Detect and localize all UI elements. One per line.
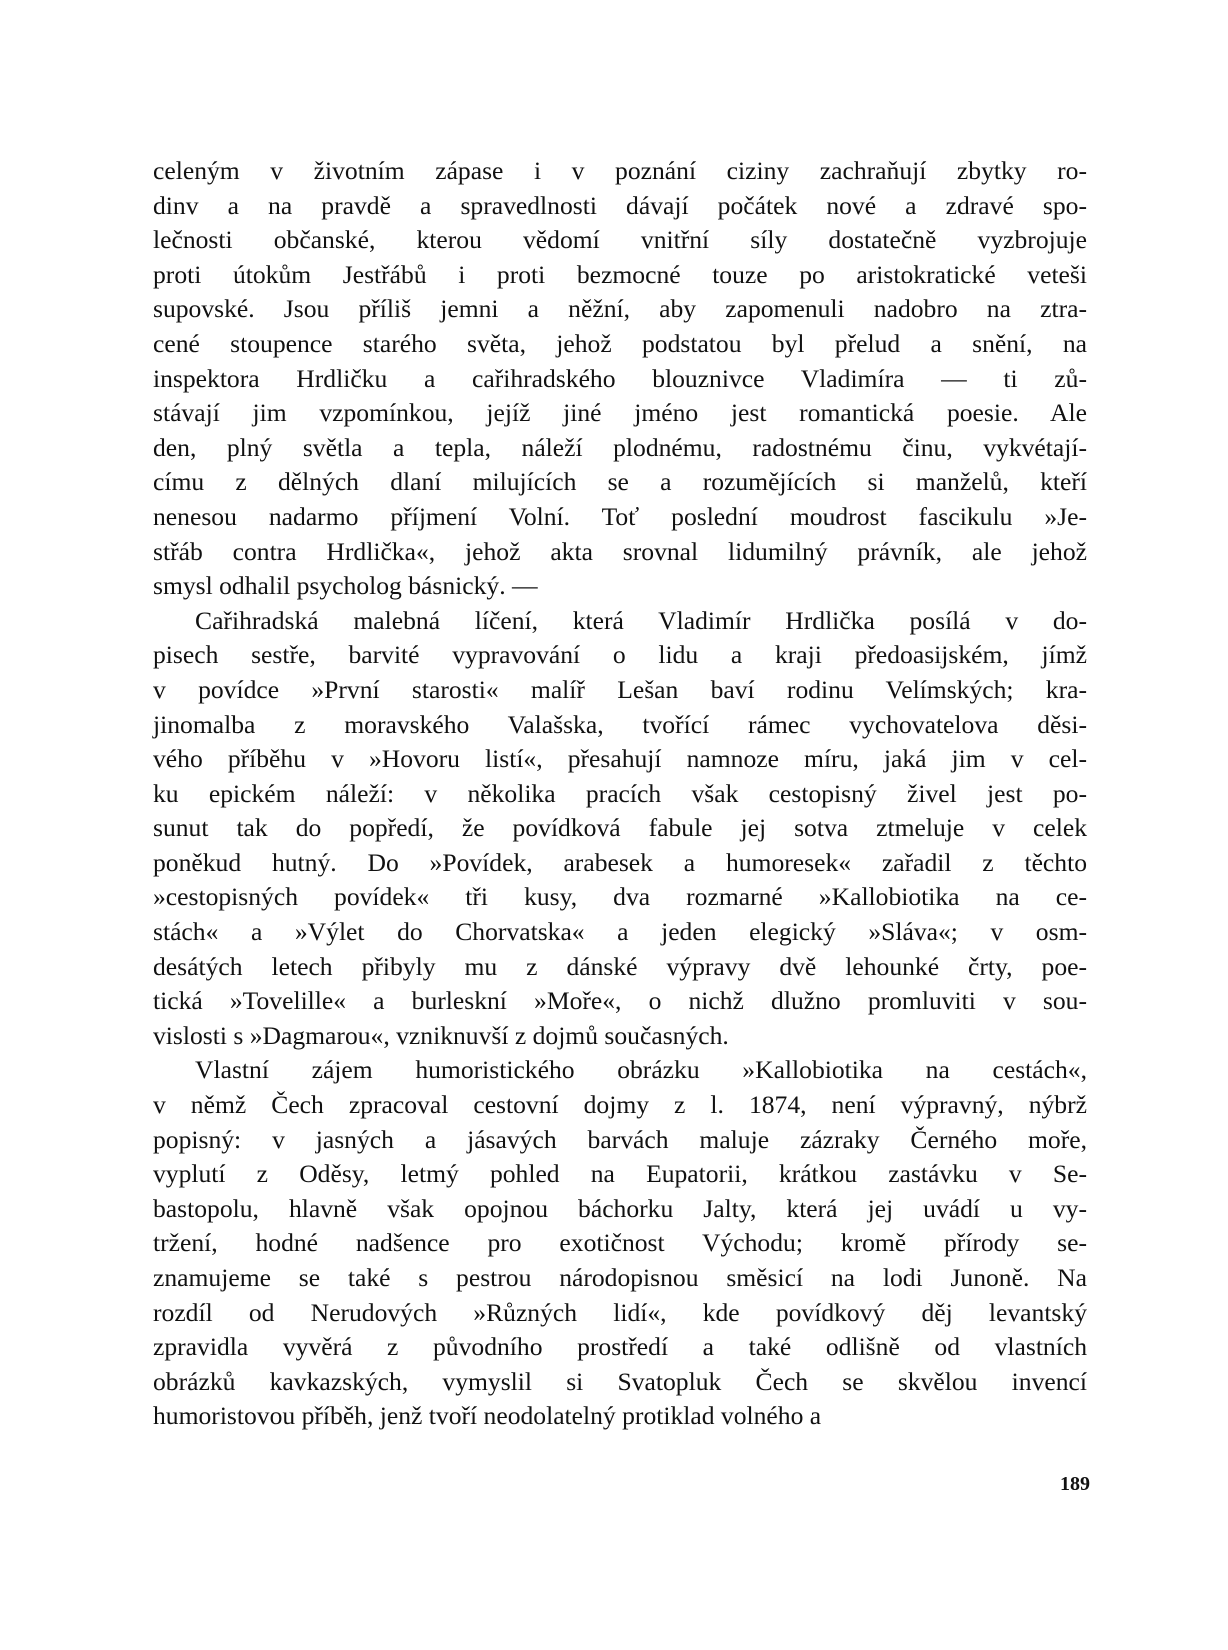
text-line: jinomalba z moravského Valašska, tvořící rámec vychovatelova děsi-	[153, 709, 1087, 739]
text-line: bastopolu, hlavně však opojnou báchorku Jalty, která jej uvádí u vy-	[153, 1193, 1087, 1223]
text-line: Vlastní zájem humoristického obrázku »Kallobiotika na cestách«,	[195, 1055, 1087, 1085]
text-line: Cařihradská malebná líčení, která Vladimír Hrdlička posílá v do-	[195, 605, 1087, 635]
text-line: vyplutí z Oděsy, letmý pohled na Eupatorii, krátkou zastávku v Se-	[153, 1159, 1087, 1189]
text-line: střáb contra Hrdlička«, jehož akta srovnal lidumilný právník, ale jehož	[153, 536, 1087, 566]
text-line: v povídce »První starosti« malíř Lešan baví rodinu Velímských; kra-	[153, 674, 1087, 704]
text-line: supovské. Jsou příliš jemni a něžní, aby zapomenuli nadobro na ztra-	[153, 294, 1087, 324]
text-line: stách« a »Výlet do Chorvatska« a jeden elegický »Sláva«; v osm-	[153, 917, 1087, 947]
paragraph	[153, 604, 1087, 1054]
text-line: nenesou nadarmo příjmení Volní. Toť poslední moudrost fascikulu »Je-	[153, 501, 1087, 531]
paragraph	[153, 1053, 1087, 1434]
text-line: tržení, hodné nadšence pro exotičnost Východu; kromě přírody se-	[153, 1228, 1087, 1258]
text-line: rozdíl od Nerudových »Různých lidí«, kde povídkový děj levantský	[153, 1297, 1087, 1327]
text-line: vého příběhu v »Hovoru listí«, přesahují namnoze míru, jaká jim v cel-	[153, 744, 1087, 774]
text-line: »cestopisných povídek« tři kusy, dva rozmarné »Kallobiotika na ce-	[153, 882, 1087, 912]
body-text	[153, 154, 1087, 1434]
text-line: smysl odhalil psycholog básnický. —	[153, 571, 538, 601]
text-line: vislosti s »Dagmarou«, vzniknuvší z dojmů současných.	[153, 1020, 729, 1050]
text-line: v němž Čech zpracoval cestovní dojmy z l. 1874, není výpravný, nýbrž	[153, 1090, 1087, 1120]
paragraph	[153, 154, 1087, 604]
text-line: desátých letech přibyly mu z dánské výpravy dvě lehounké črty, poe-	[153, 951, 1087, 981]
text-line: címu z dělných dlaní milujících se a rozumějících si manželů, kteří	[153, 467, 1087, 497]
text-line: stávají jim vzpomínkou, jejíž jiné jméno jest romantická poesie. Ale	[153, 398, 1087, 428]
text-line: zpravidla vyvěrá z původního prostředí a také odlišně od vlastních	[153, 1332, 1087, 1362]
text-line: dinv a na pravdě a spravedlnosti dávají počátek nové a zdravé spo-	[153, 190, 1087, 220]
text-line: popisný: v jasných a jásavých barvách maluje zázraky Černého moře,	[153, 1124, 1087, 1154]
text-line: proti útokům Jestřábů i proti bezmocné touze po aristokratické veteši	[153, 259, 1087, 289]
text-line: ku epickém náleží: v několika pracích však cestopisný živel jest po-	[153, 778, 1087, 808]
page-number: 189	[1060, 1473, 1090, 1495]
text-line: sunut tak do popředí, že povídková fabule jej sotva ztmeluje v celek	[153, 813, 1087, 843]
text-line: tická »Tovelille« a burleskní »Moře«, o nichž dlužno promluviti v sou-	[153, 986, 1087, 1016]
text-line: celeným v životním zápase i v poznání ciziny zachraňují zbytky ro-	[153, 156, 1087, 185]
text-line: inspektora Hrdličku a cařihradského blouznivce Vladimíra — ti zů-	[153, 363, 1087, 393]
text-line: cené stoupence starého světa, jehož podstatou byl přelud a snění, na	[153, 328, 1087, 358]
text-line: poněkud hutný. Do »Povídek, arabesek a humoresek« zařadil z těchto	[153, 847, 1087, 877]
text-line: obrázků kavkazských, vymyslil si Svatopluk Čech se skvělou invencí	[153, 1366, 1087, 1396]
text-line: humoristovou příběh, jenž tvoří neodolatelný protiklad volného a	[153, 1401, 822, 1431]
text-line: den, plný světla a tepla, náleží plodnému, radostnému činu, vykvétají-	[153, 432, 1087, 462]
text-line: pisech sestře, barvité vypravování o lidu a kraji předoasijském, jímž	[153, 640, 1087, 670]
text-line: lečnosti občanské, kterou vědomí vnitřní síly dostatečně vyzbrojuje	[153, 225, 1087, 255]
text-line: znamujeme se také s pestrou národopisnou směsicí na lodi Junoně. Na	[153, 1263, 1087, 1292]
